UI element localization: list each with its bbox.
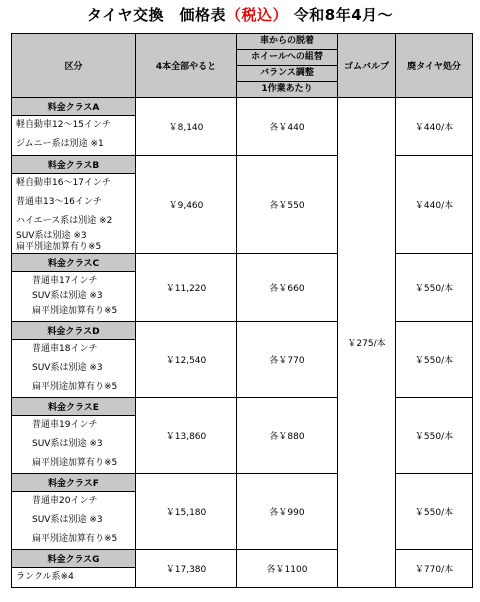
class-header-row xyxy=(12,398,473,416)
per-work-price: 各￥440 xyxy=(237,98,338,156)
page-title xyxy=(0,4,480,25)
class-header-row xyxy=(12,322,473,340)
header-all4: 4本全部やると xyxy=(136,34,237,98)
disposal-price: ￥770/本 xyxy=(396,550,473,588)
disposal-price: ￥550/本 xyxy=(396,474,473,550)
date-label: 令和8年4月～ xyxy=(293,6,394,24)
class-detail-line: 軽自動車16～17インチ xyxy=(16,178,111,188)
class-detail-line: 扁平別途加算有り※5 xyxy=(32,458,118,468)
price-table xyxy=(11,33,473,588)
title-main: タイヤ交換 価格表 xyxy=(86,6,227,24)
class-detail-line: 扁平別途加算有り※5 xyxy=(16,242,102,252)
class-detail-line: 普通車20インチ xyxy=(32,496,98,506)
all4-price: ￥12,540 xyxy=(136,322,237,398)
disposal-price: ￥550/本 xyxy=(396,398,473,474)
header-sub2: ホイールへの組替 xyxy=(237,50,338,66)
class-detail-line: ランクル系※4 xyxy=(16,572,74,582)
class-detail xyxy=(12,116,136,156)
class-detail-line: SUV系は別途 ※3 xyxy=(32,291,103,301)
class-detail-line: ハイエース系は別途 ※2 xyxy=(16,216,113,226)
per-work-price: 各￥880 xyxy=(237,398,338,474)
tax-label: （税込） xyxy=(226,6,289,24)
class-detail-line: SUV系は別途 ※3 xyxy=(32,515,103,525)
class-name: 料金クラスA xyxy=(12,98,136,116)
header-valve: ゴムバルブ xyxy=(338,34,396,98)
header-disposal: 廃タイヤ処分 xyxy=(396,34,473,98)
class-name: 料金クラスF xyxy=(12,474,136,492)
class-detail-line: 普通車17インチ xyxy=(32,276,98,286)
class-detail xyxy=(12,272,136,322)
class-detail xyxy=(12,568,136,588)
class-detail-line: 普通車18インチ xyxy=(32,344,98,354)
class-header-row xyxy=(12,474,473,492)
per-work-price: 各￥770 xyxy=(237,322,338,398)
disposal-price: ￥550/本 xyxy=(396,254,473,322)
class-detail xyxy=(12,416,136,474)
all4-price: ￥11,220 xyxy=(136,254,237,322)
per-work-price: 各￥550 xyxy=(237,156,338,254)
class-detail-line: ジムニー系は別途 ※1 xyxy=(16,139,104,149)
class-detail xyxy=(12,492,136,550)
class-name: 料金クラスG xyxy=(12,550,136,568)
class-detail-line: 軽自動車12～15インチ xyxy=(16,120,111,130)
header-sub4: 1作業あたり xyxy=(237,82,338,98)
header-kubun: 区分 xyxy=(12,34,136,98)
all4-price: ￥17,380 xyxy=(136,550,237,588)
disposal-price: ￥550/本 xyxy=(396,322,473,398)
class-detail-line: 扁平別途加算有り※5 xyxy=(32,306,118,316)
header-sub1: 車からの脱着 xyxy=(237,34,338,50)
class-detail xyxy=(12,174,136,254)
valve-price: ￥275/本 xyxy=(338,98,396,588)
class-header-row xyxy=(12,550,473,568)
class-name: 料金クラスE xyxy=(12,398,136,416)
per-work-price: 各￥660 xyxy=(237,254,338,322)
all4-price: ￥8,140 xyxy=(136,98,237,156)
class-detail xyxy=(12,340,136,398)
class-detail-line: SUV系は別途 ※3 xyxy=(32,363,103,373)
disposal-price: ￥440/本 xyxy=(396,98,473,156)
class-name: 料金クラスD xyxy=(12,322,136,340)
per-work-price: 各￥1100 xyxy=(237,550,338,588)
all4-price: ￥13,860 xyxy=(136,398,237,474)
class-detail-line: SUV系は別途 ※3 xyxy=(32,439,103,449)
class-detail-line: 普通車19インチ xyxy=(32,420,98,430)
class-header-row xyxy=(12,254,473,272)
per-work-price: 各￥990 xyxy=(237,474,338,550)
disposal-price: ￥440/本 xyxy=(396,156,473,254)
class-detail-line: 扁平別途加算有り※5 xyxy=(32,534,118,544)
all4-price: ￥9,460 xyxy=(136,156,237,254)
class-header-row xyxy=(12,156,473,174)
class-name: 料金クラスC xyxy=(12,254,136,272)
class-detail-line: SUV系は別途 ※3 xyxy=(16,231,87,241)
class-name: 料金クラスB xyxy=(12,156,136,174)
class-detail-line: 普通車13～16インチ xyxy=(16,197,102,207)
class-detail-line: 扁平別途加算有り※5 xyxy=(32,382,118,392)
class-header-row xyxy=(12,98,473,116)
header-sub3: バランス調整 xyxy=(237,66,338,82)
all4-price: ￥15,180 xyxy=(136,474,237,550)
